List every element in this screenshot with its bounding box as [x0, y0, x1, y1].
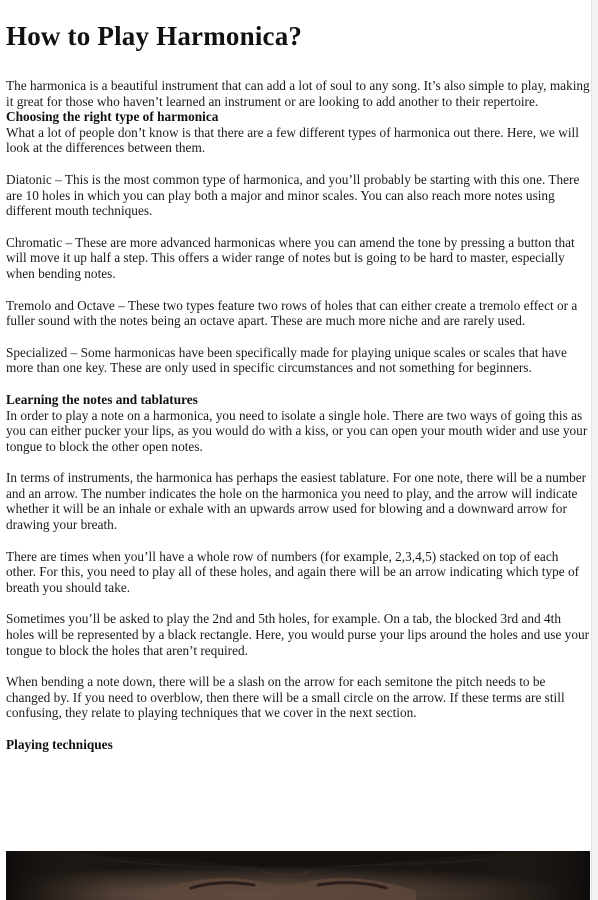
section-choosing-type — [6, 109, 590, 156]
section-playing-techniques — [6, 737, 590, 753]
paragraph-blocked-holes: Sometimes you’ll be asked to play the 2nd and 5th holes, for example. On a tab, the blocked 3rd and 4th holes will be represented by a black rectangle. Here, you would purse your lips around the holes and use your tongue to block the holes that aren’t required. — [6, 611, 590, 658]
section-heading: Choosing the right type of harmonica — [6, 109, 219, 125]
paragraph-tremolo-octave: Tremolo and Octave – These two types feature two rows of holes that can either create a tremolo effect or a fuller sound with the notes being an octave apart. These are much more niche and are rarely used. — [6, 297, 578, 329]
paragraph-stacked-numbers: There are times when you’ll have a whole row of numbers (for example, 2,3,4,5) stacked on top of each other. For this, you need to play all of these holes, and again there will be an arrow indicating which type of breath you should take. — [6, 548, 580, 595]
paragraph-bending: When bending a note down, there will be a slash on the arrow for each semitone the pitch needs to be changed by. If you need to overblow, then there will be a small circle on the arrow. If these terms are still confusing, they relate to playing techniques that we cover in the next section. — [6, 674, 565, 721]
paragraph-specialized: Specialized – Some harmonicas have been specifically made for playing unique scales or scales that have more than one key. These are only used in specific circumstances and not something for beginners. — [6, 344, 567, 376]
paragraph-tablature: In terms of instruments, the harmonica has perhaps the easiest tablature. For one note, there will be a number and an arrow. The number indicates the hole on the harmonica you need to play, and the arrow will indicate whether it will be an inhale or exhale with an upwards arrow used for blowing and a downward arrow for drawing your breath. — [6, 470, 587, 533]
intro-paragraph: The harmonica is a beautiful instrument that can add a lot of soul to any song. It’s also simple to play, making it great for those who haven’t learned an instrument or are looking to add another to their repertoire. — [6, 78, 590, 109]
paragraph-chromatic: Chromatic – These are more advanced harmonicas where you can amend the tone by pressing a button that will move it up half a step. This offers a wider range of notes but is going to be hard to master, especially when bending notes. — [6, 234, 575, 281]
section-heading: Learning the notes and tablatures — [6, 391, 198, 407]
paragraph-text: What a lot of people don’t know is that there are a few different types of harmonica out there. Here, we will look at the differences between them. — [6, 124, 579, 156]
paragraph-diatonic: Diatonic – This is the most common type of harmonica, and you’ll probably be starting with this one. There are 10 holes in which you can play both a major and minor scales. You can also reach more notes using different mouth techniques. — [6, 171, 580, 219]
photo-illustration — [6, 851, 590, 900]
article-title: How to Play Harmonica? — [6, 21, 303, 51]
section-heading: Playing techniques — [6, 737, 113, 752]
section-notes-tablatures — [6, 392, 590, 454]
harmonica-player-photo — [6, 851, 590, 900]
article — [6, 0, 590, 753]
vertical-scrollbar[interactable] — [591, 0, 598, 900]
paragraph-text: In order to play a note on a harmonica, you need to isolate a single hole. There are two ways of going this as you can either pucker your lips, as you would do with a kiss, or you can open your mouth wider and use your tongue to block the other open notes. — [6, 407, 588, 454]
